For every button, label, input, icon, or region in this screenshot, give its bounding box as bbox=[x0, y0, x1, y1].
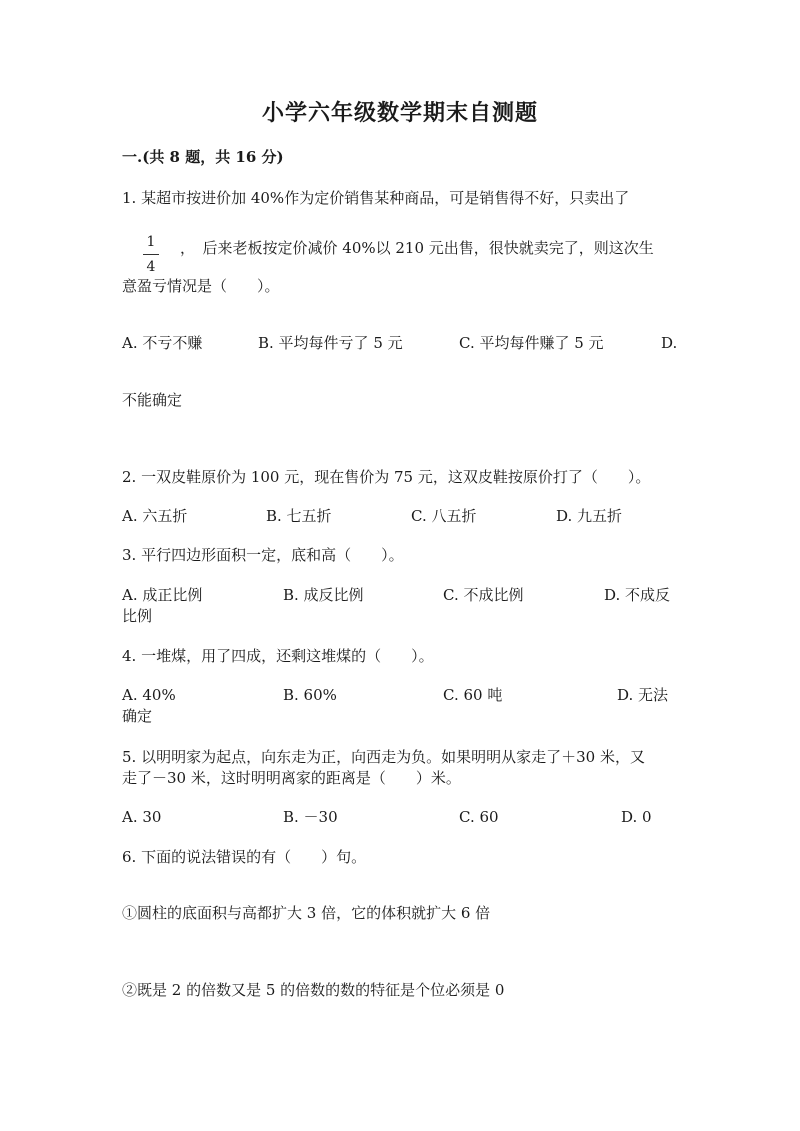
question-text-continued: ， 后来老板按定价减价 40%以 210 元出售，很快就卖完了，则这次生 bbox=[180, 239, 654, 257]
option-b[interactable]: B. 平均每件亏了 5 元 bbox=[258, 334, 403, 352]
option-d[interactable]: D. 不成反 bbox=[604, 586, 671, 604]
option-d[interactable]: D. 九五折 bbox=[556, 507, 623, 525]
statement-2: ②既是 2 的倍数又是 5 的倍数的数的特征是个位必须是 0 bbox=[122, 981, 505, 999]
option-b[interactable]: B. 七五折 bbox=[266, 507, 332, 525]
question-text: 3. 平行四边形面积一定，底和高（ ）。 bbox=[122, 546, 404, 564]
question-text: 5. 以明明家为起点，向东走为正，向西走为负。如果明明从家走了＋30 米，又 bbox=[122, 748, 645, 766]
page-title: 小学六年级数学期末自测题 bbox=[261, 100, 538, 126]
option-a[interactable]: A. 不亏不赚 bbox=[122, 334, 203, 352]
fraction-numerator: 1 bbox=[146, 234, 156, 250]
option-c[interactable]: C. 八五折 bbox=[411, 507, 477, 525]
question-text: 4. 一堆煤，用了四成，还剩这堆煤的（ ）。 bbox=[122, 647, 434, 665]
option-b[interactable]: B. 成反比例 bbox=[283, 586, 364, 604]
fraction-denominator: 4 bbox=[146, 259, 156, 275]
question-text-continued: 意盈亏情况是（ ）。 bbox=[122, 277, 280, 295]
option-a[interactable]: A. 40% bbox=[122, 686, 176, 704]
option-c[interactable]: C. 60 吨 bbox=[443, 686, 503, 704]
option-d[interactable]: D. 0 bbox=[621, 808, 652, 826]
option-a[interactable]: A. 30 bbox=[122, 808, 162, 826]
option-d[interactable]: D. bbox=[661, 334, 678, 352]
question-text: 2. 一双皮鞋原价为 100 元，现在售价为 75 元，这双皮鞋按原价打了（ ）。 bbox=[122, 468, 651, 486]
option-d-continued: 不能确定 bbox=[122, 391, 183, 409]
option-c[interactable]: C. 不成比例 bbox=[443, 586, 524, 604]
option-b[interactable]: B. －30 bbox=[283, 808, 338, 826]
question-text: 6. 下面的说法错误的有（ ）句。 bbox=[122, 848, 367, 866]
option-d-continued: 比例 bbox=[122, 607, 153, 625]
fraction bbox=[143, 235, 159, 274]
section-header: 一.(共 8 题，共 16 分) bbox=[122, 148, 284, 166]
question-text: 1. 某超市按进价加 40%作为定价销售某种商品，可是销售得不好，只卖出了 bbox=[122, 189, 630, 207]
question-text-continued: 走了－30 米，这时明明离家的距离是（ ）米。 bbox=[122, 769, 461, 787]
option-b[interactable]: B. 60% bbox=[283, 686, 337, 704]
statement-1: ①圆柱的底面积与高都扩大 3 倍，它的体积就扩大 6 倍 bbox=[122, 904, 491, 922]
option-a[interactable]: A. 成正比例 bbox=[122, 586, 203, 604]
option-d-continued: 确定 bbox=[122, 707, 153, 725]
option-c[interactable]: C. 60 bbox=[459, 808, 499, 826]
option-d[interactable]: D. 无法 bbox=[617, 686, 669, 704]
fraction-bar bbox=[143, 254, 159, 255]
option-a[interactable]: A. 六五折 bbox=[122, 507, 188, 525]
option-c[interactable]: C. 平均每件赚了 5 元 bbox=[459, 334, 604, 352]
